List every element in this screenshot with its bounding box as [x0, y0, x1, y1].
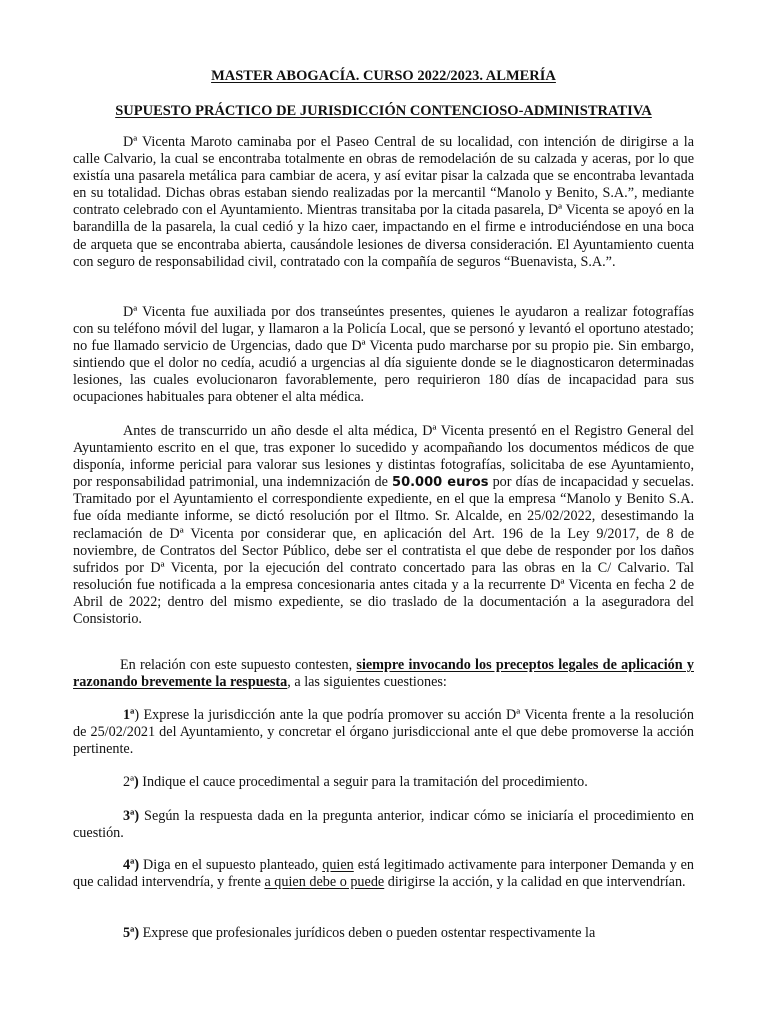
question-5-number: 5ª [123, 925, 135, 941]
question-5-paren: ) [134, 925, 140, 941]
question-3-number: 3ª [123, 808, 135, 824]
question-1-number: 1ª [123, 707, 135, 723]
question-2-paren: ) [134, 774, 139, 790]
paragraph-assistance: Dª Vicenta fue auxiliada por dos transeúntes presentes, quienes le ayudaron a realizar fotografías con su teléfono móvil del lugar, y llamaron a la Policía Local, que se personó y levantó el oportuno atestado; no fue llamado servicio de Urgencias, dado que Dª Vicenta pudo marcharse por su propio pie. Sin embargo, sintiendo que el dolor no cedía, acudió a urgencias al día siguiente donde se le diagnosticaron determinadas lesiones, las cuales evolucionaron favorablemente, pero requirieron 180 días de incapacidad para sus ocupaciones habituales para obtener el alta médica. [73, 304, 694, 406]
question-3-paren: ) [134, 808, 140, 824]
document-subtitle: SUPUESTO PRÁCTICO DE JURISDICCIÓN CONTENCIOSO-ADMINISTRATIVA [115, 103, 652, 119]
paragraph-claim-after: por días de incapacidad y secuelas. Tramitado por el Ayuntamiento el correspondiente expediente, en el que la empresa “Manolo y Benito S.A. fue oída mediante informe, se dictó resolución por el Iltmo. Sr. Alcalde, en 25/02/2022, desestimando la reclamación de Dª Vicenta por considerar que, en aplicación del Art. 196 de la Ley 9/2017, de 8 de noviembre, de Contratos del Sector Público, debe ser el contratista el que debe de responder por los daños sufridos por Dª Vicenta, por la ejecución del contrato concertado para las obras en la C/ Calvario. Tal resolución fue notificada a la empresa concesionaria antes citada y a la recurrente Dª Vicenta en fecha 2 de Abril de 2022; dentro del mismo expediente, se dio traslado de la documentación a la aseguradora del Consistorio. [73, 474, 694, 628]
question-4-paren: ) [134, 857, 140, 873]
question-2-text: Indique el cauce procedimental a seguir para la tramitación del procedimiento. [138, 774, 588, 790]
paragraph-claim-before: Antes de transcurrido un año desde el alta médica, Dª Vicenta presentó en el Registro General del Ayuntamiento escrito en el que, tras exponer lo sucedido y acompañando los documentos médicos de que disponía, informe pericial para valorar sus lesiones y distintas fotografías, solicitaba de ese Ayuntamiento, por responsabilidad patrimonial, una indemnización de [73, 423, 694, 491]
question-1-text: Exprese la jurisdicción ante la que podría promover su acción Dª Vicenta frente a la resolución de 25/02/2021 del Ayuntamiento, y concretar el órgano jurisdiccional ante el que debe promoverse la acción pertinente. [73, 707, 694, 758]
question-5-text: Exprese que profesionales jurídicos deben o pueden ostentar respectivamente la [139, 925, 596, 941]
paragraph-claim [73, 423, 694, 628]
claim-amount: 50.000 euros [392, 475, 489, 491]
instructions-after: , a las siguientes cuestiones: [287, 674, 447, 691]
question-3 [73, 808, 694, 842]
instructions-before: En relación con este supuesto contesten, [120, 657, 357, 673]
question-4-number: 4ª [123, 857, 135, 873]
question-5 [73, 925, 694, 942]
question-1-paren: ) [134, 707, 140, 723]
question-4-underline-who: quien [322, 857, 354, 873]
paragraph-instructions [73, 657, 694, 691]
question-4-text-b: está legitimado activamente para interponer Demanda y en que calidad intervendría, y frente [73, 857, 695, 891]
paragraph-facts: Dª Vicenta Maroto caminaba por el Paseo Central de su localidad, con intención de dirigirse a la calle Calvario, la cual se encontraba totalmente en obras de remodelación de su calzada y aceras, por lo que existía una pasarela metálica para cambiar de acera, y así evitar pisar la calzada que se encontraba levantada en su totalidad. Dichas obras estaban siendo realizadas por la mercantil “Manolo y Benito, S.A.”, mediante contrato celebrado con el Ayuntamiento. Mientras transitaba por la citada pasarela, Dª Vicenta se apoyó en la barandilla de la pasarela, la cual cedió y la hizo caer, impactando en el firme e introduciéndose en una boca de arqueta que se encontraba abierta, causándole lesiones de diversa consideración. El Ayuntamiento cuenta con seguro de responsabilidad civil, contratado con la compañía de seguros “Buenavista, S.A.”. [73, 134, 694, 270]
instructions-emphasis: siempre invocando los preceptos legales de aplicación y razonando brevemente la respuesta [73, 657, 694, 691]
question-2-number: 2ª [123, 774, 135, 790]
question-1 [73, 707, 694, 758]
question-4-text-c: dirigirse la acción, y la calidad en que intervendrían. [384, 874, 686, 891]
question-4-underline-against: a quien debe o puede [264, 874, 385, 891]
question-2 [73, 774, 694, 791]
question-3-text: Según la respuesta dada en la pregunta anterior, indicar cómo se iniciaría el procedimiento en cuestión. [73, 808, 694, 842]
document-title: MASTER ABOGACÍA. CURSO 2022/2023. ALMERÍA [211, 68, 556, 84]
question-4-text-a: Diga en el supuesto planteado, [139, 857, 323, 873]
question-4 [73, 857, 694, 891]
